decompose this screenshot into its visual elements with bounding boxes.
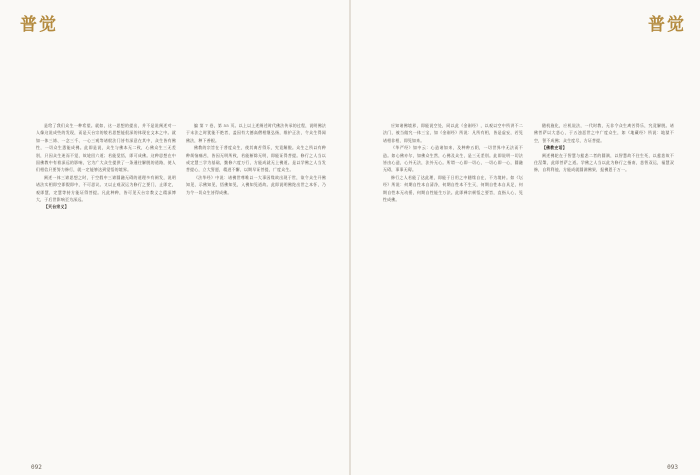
paragraph: 《华严经》如中云：心造诸如来，及种种五阴，一切世界中无法而不造。如心佛亦尔，如佛众生然，心佛及众生，是三无差别。此即说明一切法皆由心造，心外无法，法外无心。所谓一心即一切心，一切心即一心，圆融无碍，事事无碍。 — [383, 145, 523, 173]
masthead-title: 普觉 — [20, 15, 58, 35]
paragraph: 编 第 7 卷，第 55 页。以上以上述阐述时代佛法传承的过程，说明佛法于末法之时犹能不绝者，盖因有大德高僧相继弘扬，维护正法，令众生得闻佛法，种下善根。 — [186, 123, 326, 143]
paragraph: 是给了我们众生一种希望。就如，这一思想的提出，并不是说阐述对一人像这说成些的发现，而是天台宗的般若思想能很深的体现在文本之中。就如一体三谛、一念三千、一心三观等诸般法门皆有深意在其中，众生皆有佛性，一切众生悉能成佛。此即是说，众生与佛本无二致，心佛众生三无差别，只因众生迷而不觉，故轮回六道；若能觉悟，即可成佛。这种思想在中国佛教中有着深远的影响，它为广大众生提供了一条通往解脱的道路，使人们相信只要努力修行，就一定能够达到觉悟的境界。 — [36, 123, 176, 173]
paragraph: 《法华经》中说：诸佛世尊唯以一大事因缘故出现于世，欲令众生开佛知见，示佛知见，悟佛知见，入佛知见道故。此即说明佛陀出世之本怀，乃为令一切众生皆得成佛。 — [186, 174, 326, 195]
source-note: 【佛教史话】 — [542, 145, 567, 151]
masthead-title: 普觉 — [648, 15, 686, 35]
text-column-right-a — [383, 122, 523, 203]
page-number: 093 — [667, 464, 678, 471]
text-column-left-a — [36, 122, 176, 211]
left-page — [0, 0, 349, 475]
paragraph: 应知诸佛境界，即能说空处，同以此《金刚经》，以观以空中所讲不二法门，被当做究一体三宝，如《金刚经》所说：凡所有相，皆是虚妄，若见诸相非相，即见如来。 — [383, 123, 523, 143]
page-number: 092 — [31, 464, 42, 471]
source-note: 【天台宗义】 — [44, 204, 69, 210]
text-column-left-b — [186, 122, 326, 196]
paragraph: 阐述一体三谛思想之时，于空假中三谛圆融无碍的道理多有阐发，说明诸法实相即空即假即中，不可思议。又以止观双运为修行之要门，止即定，观即慧，定慧等持方能证得菩提。凡此种种，皆可见天台宗教义之精深博大，于后世影响至为深远。 — [36, 174, 176, 203]
paragraph: 修行之人若能了达此理，即能于日用之中随缘自在，不为境转。如《坛经》所说：何期自性本自清净，何期自性本不生灭，何期自性本自具足，何期自性本无动摇，何期自性能生万法。此即禅宗顿悟之要旨，直指人心，见性成佛。 — [383, 174, 523, 203]
paragraph: 阐述佛陀在于智慧与慈悲二者的圆满，以智慧故不住生死，以慈悲故不住涅槃，此即菩萨之道。学佛之人当以此为修行之指南，悲智双运，福慧双修，自利利他，方能成就圆满佛果，报佛恩于万一。 — [534, 152, 674, 173]
paragraph: 佛教的宗旨在于普度众生，使其离苦得乐，究竟解脱。众生之所以有种种烦恼痛苦，皆因无明所致，若能断除无明，即能证得菩提。修行之人当以戒定慧三学为基础，勤修六度万行，方能成就无上佛道。是以学佛之人当发菩提心，立大誓愿，精进不懈，以期早证菩提，广度众生。 — [186, 145, 326, 173]
text-column-right-b — [534, 122, 674, 174]
right-page — [351, 0, 700, 475]
paragraph: 随机施化，应机说法，一代时教，无非令众生离苦得乐，究竟解脱。诸佛菩萨以大悲心，于五浊恶世之中广度众生，如《地藏经》所说：地狱不空，誓不成佛；众生度尽，方证菩提。 — [534, 123, 674, 143]
